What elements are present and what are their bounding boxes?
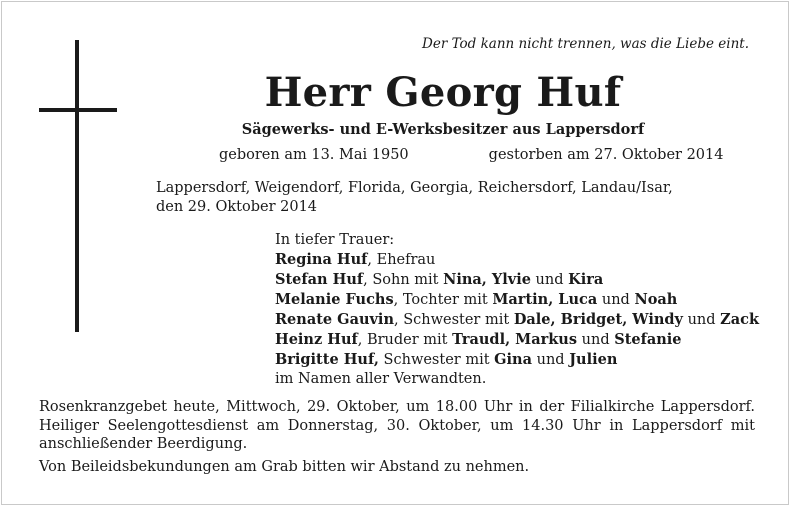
- mourner-relation: , Ehefrau: [367, 252, 436, 268]
- birth-date: geboren am 13. Mai 1950: [219, 147, 409, 163]
- service-notice: Rosenkranzgebet heute, Mittwoch, 29. Oktober, um 18.00 Uhr in der Filialkirche Lappersdorf. Heiliger Seelengottesdienst am Donnerstag, 30. Oktober, um 14.30 Uhr in Lappersdorf mit anschließender Beerdigung.: [39, 399, 755, 452]
- mourner-row: [275, 330, 759, 350]
- mourners-intro: In tiefer Trauer:: [275, 232, 395, 248]
- death-date: gestorben am 27. Oktober 2014: [488, 147, 724, 163]
- mourner-row: [275, 350, 759, 370]
- mourner-relation: Schwester mit: [378, 352, 495, 368]
- relatives: Dale, Bridget, Windy: [513, 311, 683, 328]
- notice-frame: [1, 1, 789, 505]
- mourner-row: [275, 310, 759, 330]
- mourner-relation: , Sohn mit: [363, 272, 444, 288]
- date-line: den 29. Oktober 2014: [156, 198, 318, 215]
- mourner-row: [275, 250, 759, 270]
- life-dates: [219, 147, 723, 163]
- mourner-name: Melanie Fuchs: [275, 291, 394, 308]
- relatives: Martin, Luca: [492, 291, 598, 308]
- mourner-name: Heinz Huf: [275, 331, 358, 348]
- relative: Kira: [568, 271, 604, 288]
- conjunction: und: [577, 332, 615, 348]
- mourner-name: Regina Huf: [275, 251, 368, 268]
- motto: Der Tod kann nicht trennen, was die Liebe eint.: [422, 36, 749, 52]
- mourner-name: Brigitte Huf,: [275, 351, 379, 368]
- conjunction: und: [597, 292, 635, 308]
- mourner-relation: , Schwester mit: [393, 312, 514, 328]
- deceased-name: Herr Georg Huf: [264, 69, 622, 116]
- mourner-name: Stefan Huf: [275, 271, 364, 288]
- relative: Julien: [569, 351, 618, 368]
- mourner-row: [275, 290, 759, 310]
- places-and-date: [156, 179, 673, 216]
- conjunction: und: [682, 312, 721, 328]
- closing-request: Von Beileidsbekundungen am Grab bitten wir Abstand zu nehmen.: [39, 459, 530, 475]
- places-line: Lappersdorf, Weigendorf, Florida, Georgia, Reichersdorf, Landau/Isar,: [156, 180, 673, 196]
- conjunction: und: [530, 272, 569, 288]
- relative: Stefanie: [614, 331, 682, 348]
- mourner-row: [275, 270, 759, 290]
- relatives: Traudl, Markus: [452, 331, 578, 348]
- mourners-list: [275, 231, 759, 389]
- deceased-occupation: Sägewerks- und E-Werksbesitzer aus Lappersdorf: [241, 121, 645, 138]
- mourners-outro: im Namen aller Verwandten.: [275, 371, 487, 387]
- mourner-relation: , Tochter mit: [393, 292, 493, 308]
- conjunction: und: [532, 352, 570, 368]
- mourner-relation: , Bruder mit: [357, 332, 453, 348]
- relative: Zack: [720, 311, 760, 328]
- relatives: Nina, Ylvie: [443, 271, 531, 288]
- mourner-name: Renate Gauvin: [275, 311, 394, 328]
- relatives: Gina: [494, 351, 532, 368]
- relative: Noah: [634, 291, 678, 308]
